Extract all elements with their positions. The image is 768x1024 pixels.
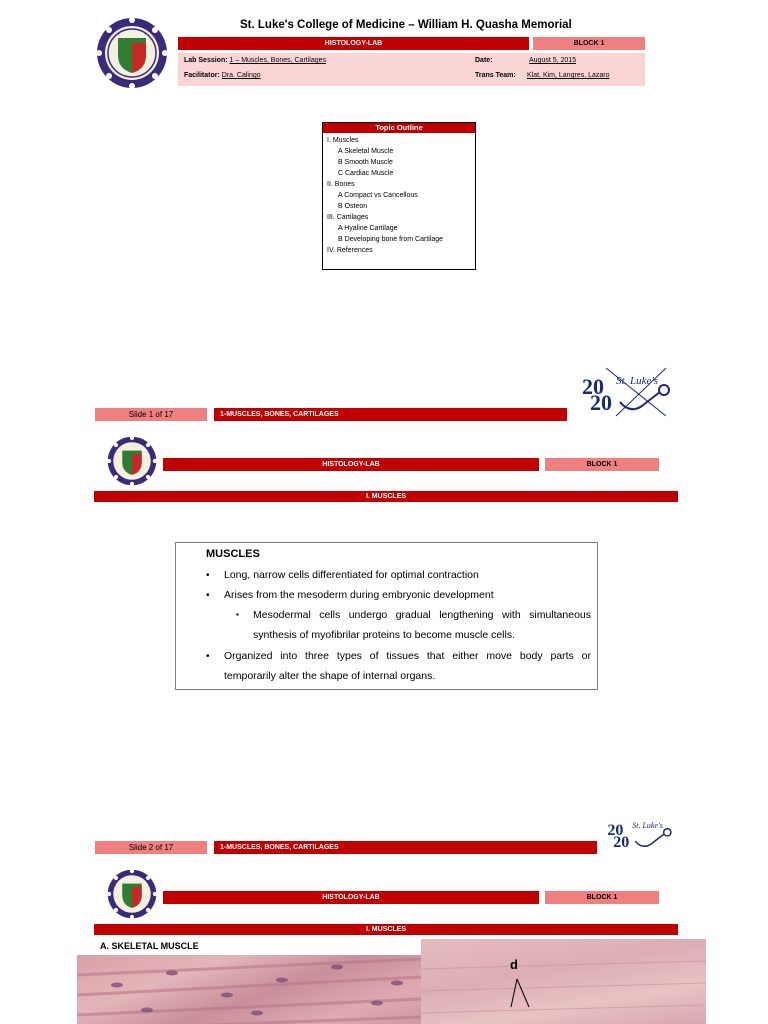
outline-item: B Developing bone from Cartilage bbox=[338, 236, 444, 243]
date-value: August 5, 2015 bbox=[529, 57, 577, 64]
outline-item: C Cardiac Muscle bbox=[338, 170, 394, 177]
slide-2-histology-bar: HISTOLOGY-LAB bbox=[163, 458, 539, 471]
svg-text:20: 20 bbox=[582, 374, 604, 399]
muscles-heading: MUSCLES bbox=[206, 548, 260, 560]
muscles-bullet-2: Arises from the mesoderm during embryonic development bbox=[224, 589, 494, 601]
batch-2020-logo bbox=[576, 362, 680, 420]
outline-item: II. Bones bbox=[327, 181, 355, 188]
sub-bullet-square: ▪ bbox=[236, 610, 239, 619]
slide-3-section-bar: I. MUSCLES bbox=[94, 924, 678, 935]
histology-lab-bar: HISTOLOGY-LAB bbox=[178, 37, 529, 50]
slide-2-batch-2020-logo bbox=[603, 810, 679, 856]
outline-item: B Osteon bbox=[338, 203, 368, 210]
outline-item: A Skeletal Muscle bbox=[338, 148, 394, 155]
slide-2-counter: Slide 2 of 17 bbox=[95, 841, 207, 854]
muscles-bullet-3-line-1: Organized into three types of tissues that either move body parts or bbox=[224, 650, 591, 662]
outline-item: I. Muscles bbox=[327, 137, 359, 144]
slide-3-histology-bar: HISTOLOGY-LAB bbox=[163, 891, 539, 904]
micrograph-annotation-label: d bbox=[510, 957, 518, 972]
bullet-dot: • bbox=[206, 651, 210, 662]
slide-1-footer-title: 1-MUSCLES, BONES, CARTILAGES bbox=[214, 408, 567, 421]
muscles-bullet-1: Long, narrow cells differentiated for optimal contraction bbox=[224, 569, 479, 581]
outline-item: III. Cartilages bbox=[327, 214, 369, 221]
outline-item: B Smooth Muscle bbox=[338, 159, 393, 166]
topic-outline bbox=[322, 122, 476, 270]
slide-1-counter: Slide 1 of 17 bbox=[95, 408, 207, 421]
slide-3-college-seal-logo bbox=[105, 869, 159, 919]
facilitator-value: Dra. Calingo bbox=[221, 72, 261, 79]
svg-text:20: 20 bbox=[590, 390, 612, 415]
muscles-bullet-3-line-2: temporarily alter the shape of internal organs. bbox=[224, 670, 436, 682]
outline-item: IV. References bbox=[327, 247, 373, 254]
facilitator-label: Facilitator: bbox=[184, 72, 220, 79]
svg-text:20: 20 bbox=[607, 822, 624, 840]
slide-2-block-badge: BLOCK 1 bbox=[545, 458, 659, 471]
outline-item: A Hyaline Cartilage bbox=[338, 225, 398, 232]
skeletal-muscle-micrograph-1 bbox=[77, 955, 421, 1024]
skeletal-muscle-micrograph-2 bbox=[421, 939, 706, 1024]
bullet-dot: • bbox=[206, 570, 210, 581]
lab-info-panel bbox=[178, 53, 645, 86]
slide-2-footer-title: 1-MUSCLES, BONES, CARTILAGES bbox=[214, 841, 597, 854]
lab-session-value: 1 – Muscles, Bones, Cartilages bbox=[229, 57, 327, 64]
trans-team-value: Klat, Kim, Langres, Lazaro bbox=[527, 72, 610, 79]
trans-team-label: Trans Team: bbox=[475, 72, 516, 79]
slide-3-block-badge: BLOCK 1 bbox=[545, 891, 659, 904]
svg-text:St. Luke's: St. Luke's bbox=[616, 375, 659, 387]
topic-outline-title: Topic Outline bbox=[323, 123, 475, 133]
outline-item: A Compact vs Cancellous bbox=[338, 192, 418, 199]
bullet-dot: • bbox=[206, 590, 210, 601]
slide-2-college-seal-logo bbox=[105, 436, 159, 486]
muscles-subbullet-line-1: Mesodermal cells undergo gradual lengthening with simultaneous bbox=[253, 609, 591, 621]
skeletal-muscle-section-label: A. SKELETAL MUSCLE bbox=[100, 941, 199, 951]
svg-text:St. Luke's: St. Luke's bbox=[632, 820, 663, 830]
muscles-subbullet-line-2: synthesis of myofibrilar proteins to become muscle cells. bbox=[253, 629, 516, 641]
lab-session-label: Lab Session: bbox=[184, 57, 228, 64]
slide-2-section-bar: I. MUSCLES bbox=[94, 491, 678, 502]
college-seal-logo bbox=[94, 17, 170, 89]
block-badge: BLOCK 1 bbox=[533, 37, 645, 50]
date-label: Date: bbox=[475, 57, 493, 64]
svg-text:20: 20 bbox=[613, 833, 630, 851]
muscles-content-box bbox=[175, 542, 598, 690]
college-title: St. Luke's College of Medicine – William H. Quasha Memorial bbox=[240, 19, 572, 31]
